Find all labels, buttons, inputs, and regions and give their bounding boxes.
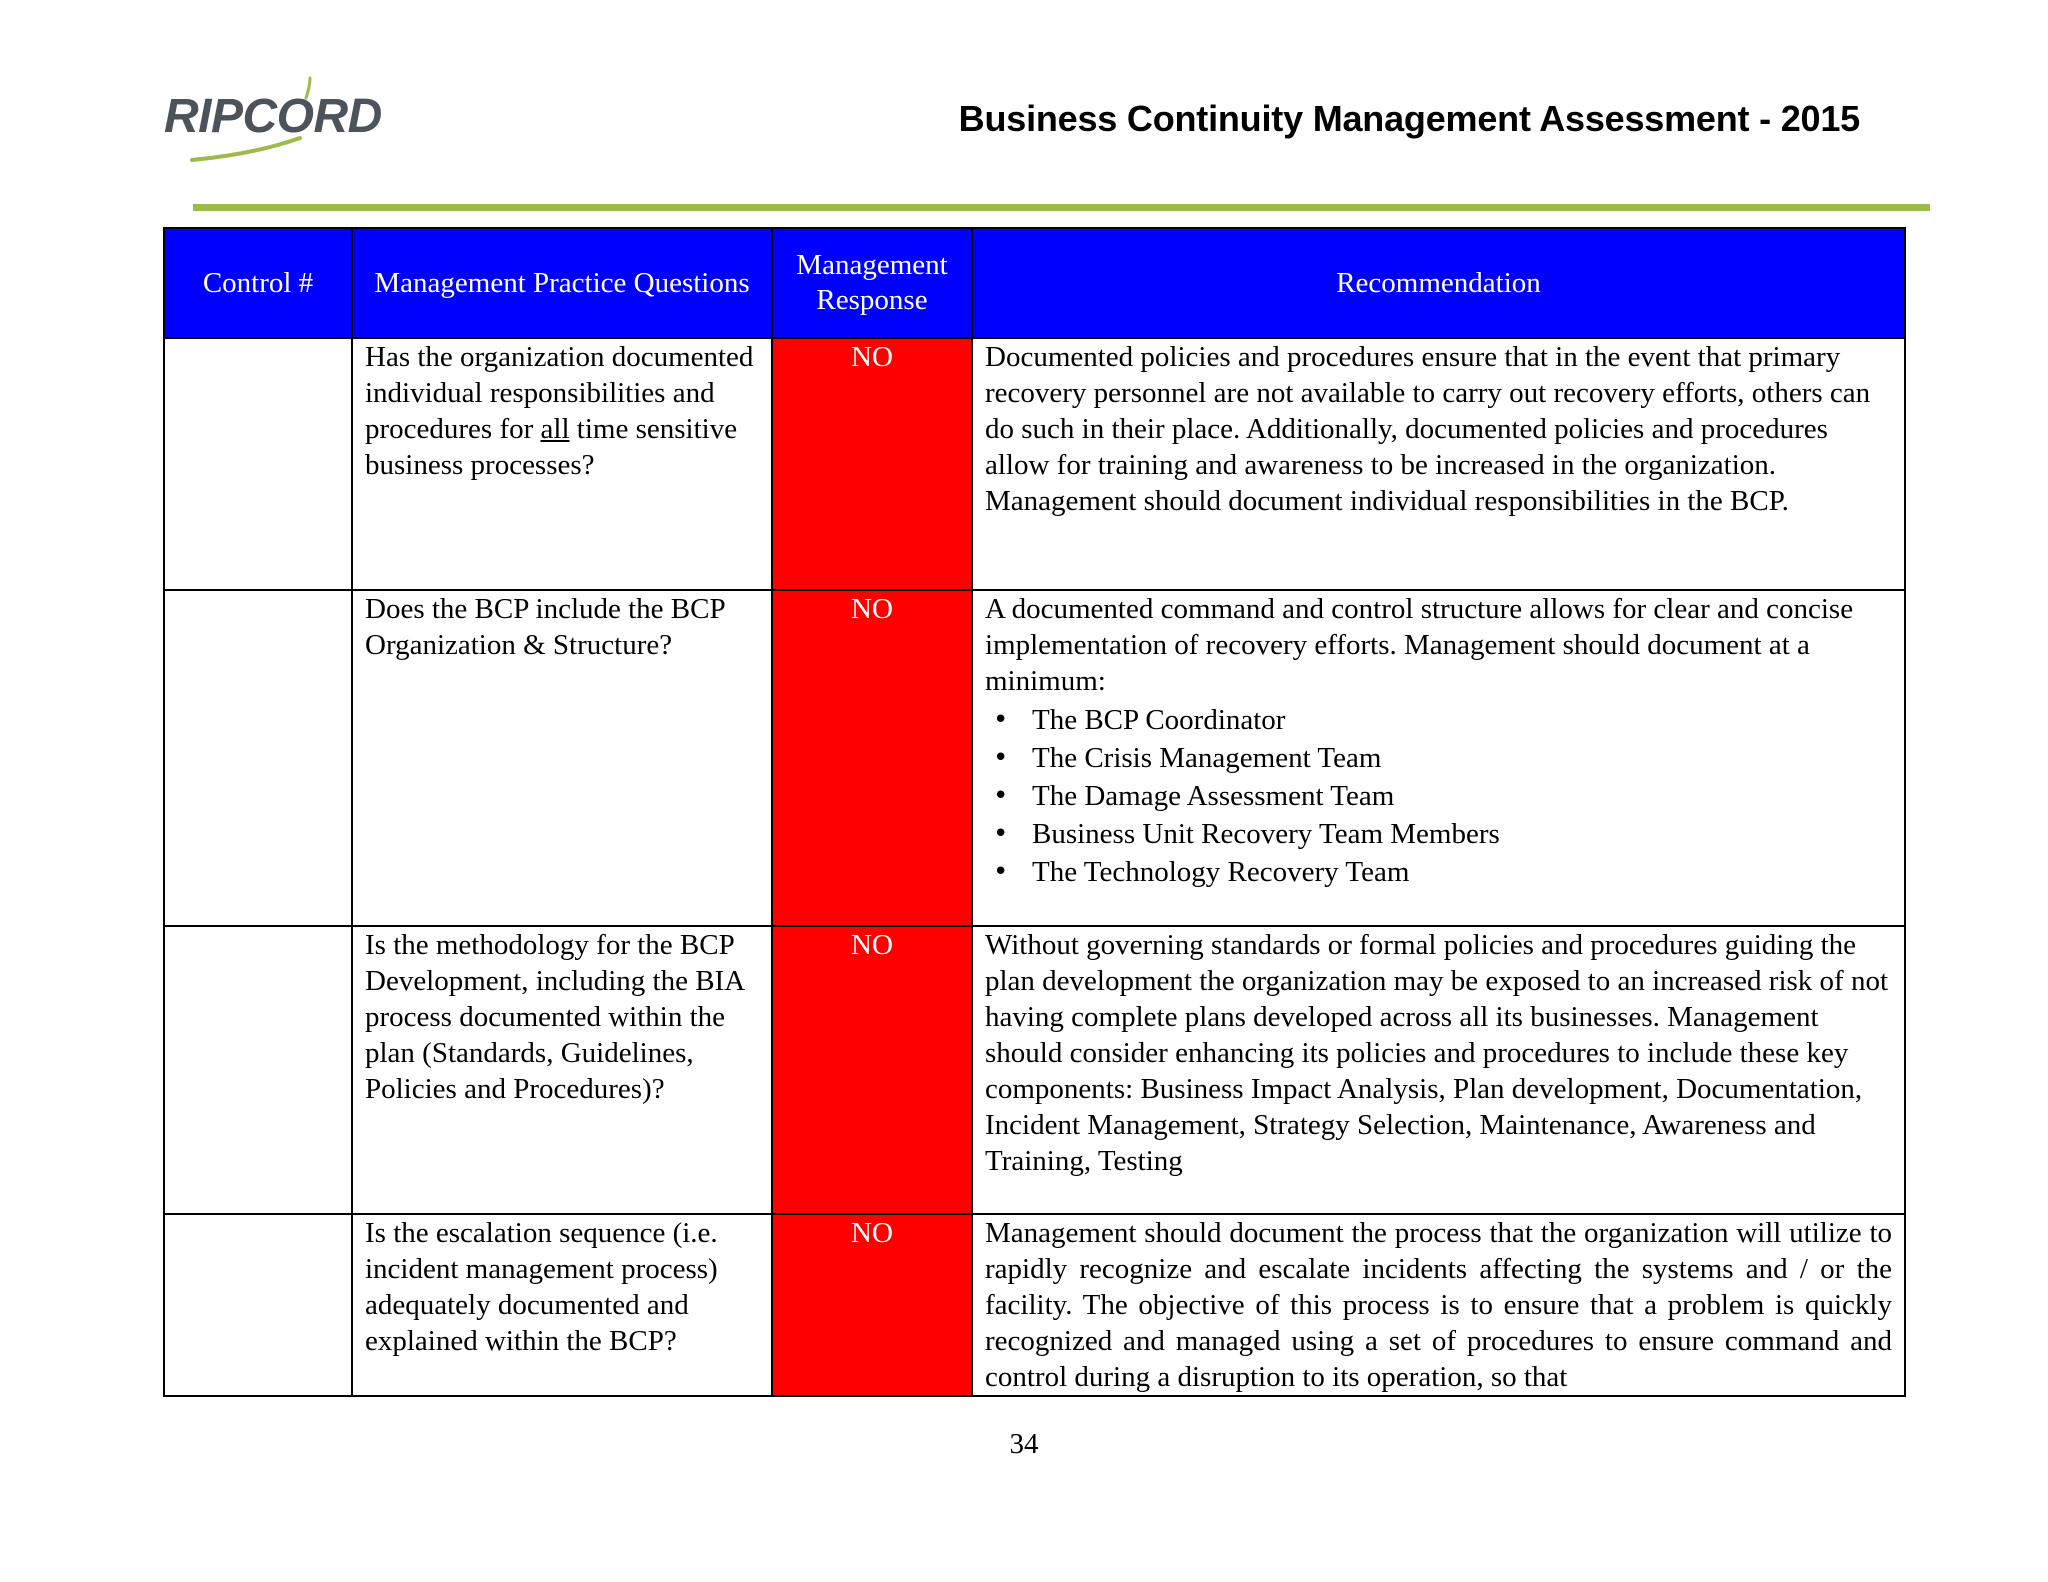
logo-wordmark: RIPCORD: [164, 90, 382, 143]
assessment-table: [163, 227, 1906, 1397]
table-row: [164, 1214, 1905, 1396]
list-item: • The Technology Recovery Team: [985, 853, 1892, 891]
question-cell: Does the BCP include the BCP Organization & Structure?: [352, 590, 772, 926]
recommendation-text: Management should document the process that the organization will utilize to rapidly recognize and escalate incidents affecting the systems and / or the facility. The objective of this process is to ensure that a problem is quickly recognized and managed using a set of procedures to ensure command and control during a disruption to its operation, so that: [985, 1217, 1892, 1393]
control-cell: [164, 1214, 352, 1396]
table-row: [164, 590, 1905, 926]
recommendation-paragraph: Documented policies and procedures ensure that in the event that primary recovery personnel are not available to carry out recovery efforts, others can do such in their place. Additionally, documented policies and procedures allow for training and awareness to be increased in the organization.: [985, 341, 1871, 481]
column-header-recommendation: Recommendation: [972, 228, 1905, 338]
question-cell: Is the escalation sequence (i.e. incident management process) adequately documented and explained within the BCP?: [352, 1214, 772, 1396]
control-cell: [164, 338, 352, 590]
table-row: [164, 926, 1905, 1214]
question-text-end: time sensitive business processes?: [365, 413, 738, 481]
recommendation-cell: [972, 338, 1905, 590]
header-divider: [193, 204, 1930, 211]
question-cell: Is the methodology for the BCP Development, including the BIA process documented within the plan (Standards, Guidelines, Policies and Procedures)?: [352, 926, 772, 1214]
table-row: [164, 338, 1905, 590]
list-item: • Business Unit Recovery Team Members: [985, 815, 1892, 853]
table-header-row: [164, 228, 1905, 338]
column-header-control: Control #: [164, 228, 352, 338]
list-item: • The Damage Assessment Team: [985, 777, 1892, 815]
response-cell: NO: [772, 1214, 972, 1396]
list-item: • The Crisis Management Team: [985, 739, 1892, 777]
recommendation-intro: A documented command and control structure allows for clear and concise implementation of recovery efforts. Management should document at a minimum:: [985, 593, 1854, 697]
response-cell: NO: [772, 926, 972, 1214]
response-cell: NO: [772, 338, 972, 590]
recommendation-bullet-list: [985, 701, 1892, 891]
question-text: Has the organization documented individual responsibilities and procedures for: [365, 341, 754, 445]
list-item: • The BCP Coordinator: [985, 701, 1892, 739]
question-emphasis: all: [540, 413, 570, 445]
question-cell: [352, 338, 772, 590]
company-logo: [160, 70, 400, 170]
control-cell: [164, 590, 352, 926]
response-cell: NO: [772, 590, 972, 926]
recommendation-cell: [972, 1214, 1905, 1396]
document-title: Business Continuity Management Assessment - 2015: [958, 98, 1860, 139]
control-cell: [164, 926, 352, 1214]
recommendation-cell: [972, 590, 1905, 926]
column-header-question: Management Practice Questions: [352, 228, 772, 338]
recommendation-cell: Without governing standards or formal policies and procedures guiding the plan development the organization may be exposed to an increased risk of not having complete plans developed across all its businesses. Management should consider enhancing its policies and procedures to include these key components: Business Impact Analysis, Plan development, Documentation, Incident Management, Strategy Selection, Maintenance, Awareness and Training, Testing: [972, 926, 1905, 1214]
recommendation-paragraph: Management should document individual responsibilities in the BCP.: [985, 485, 1789, 517]
page-number: 34: [1009, 1428, 1039, 1460]
column-header-response: Management Response: [772, 228, 972, 338]
